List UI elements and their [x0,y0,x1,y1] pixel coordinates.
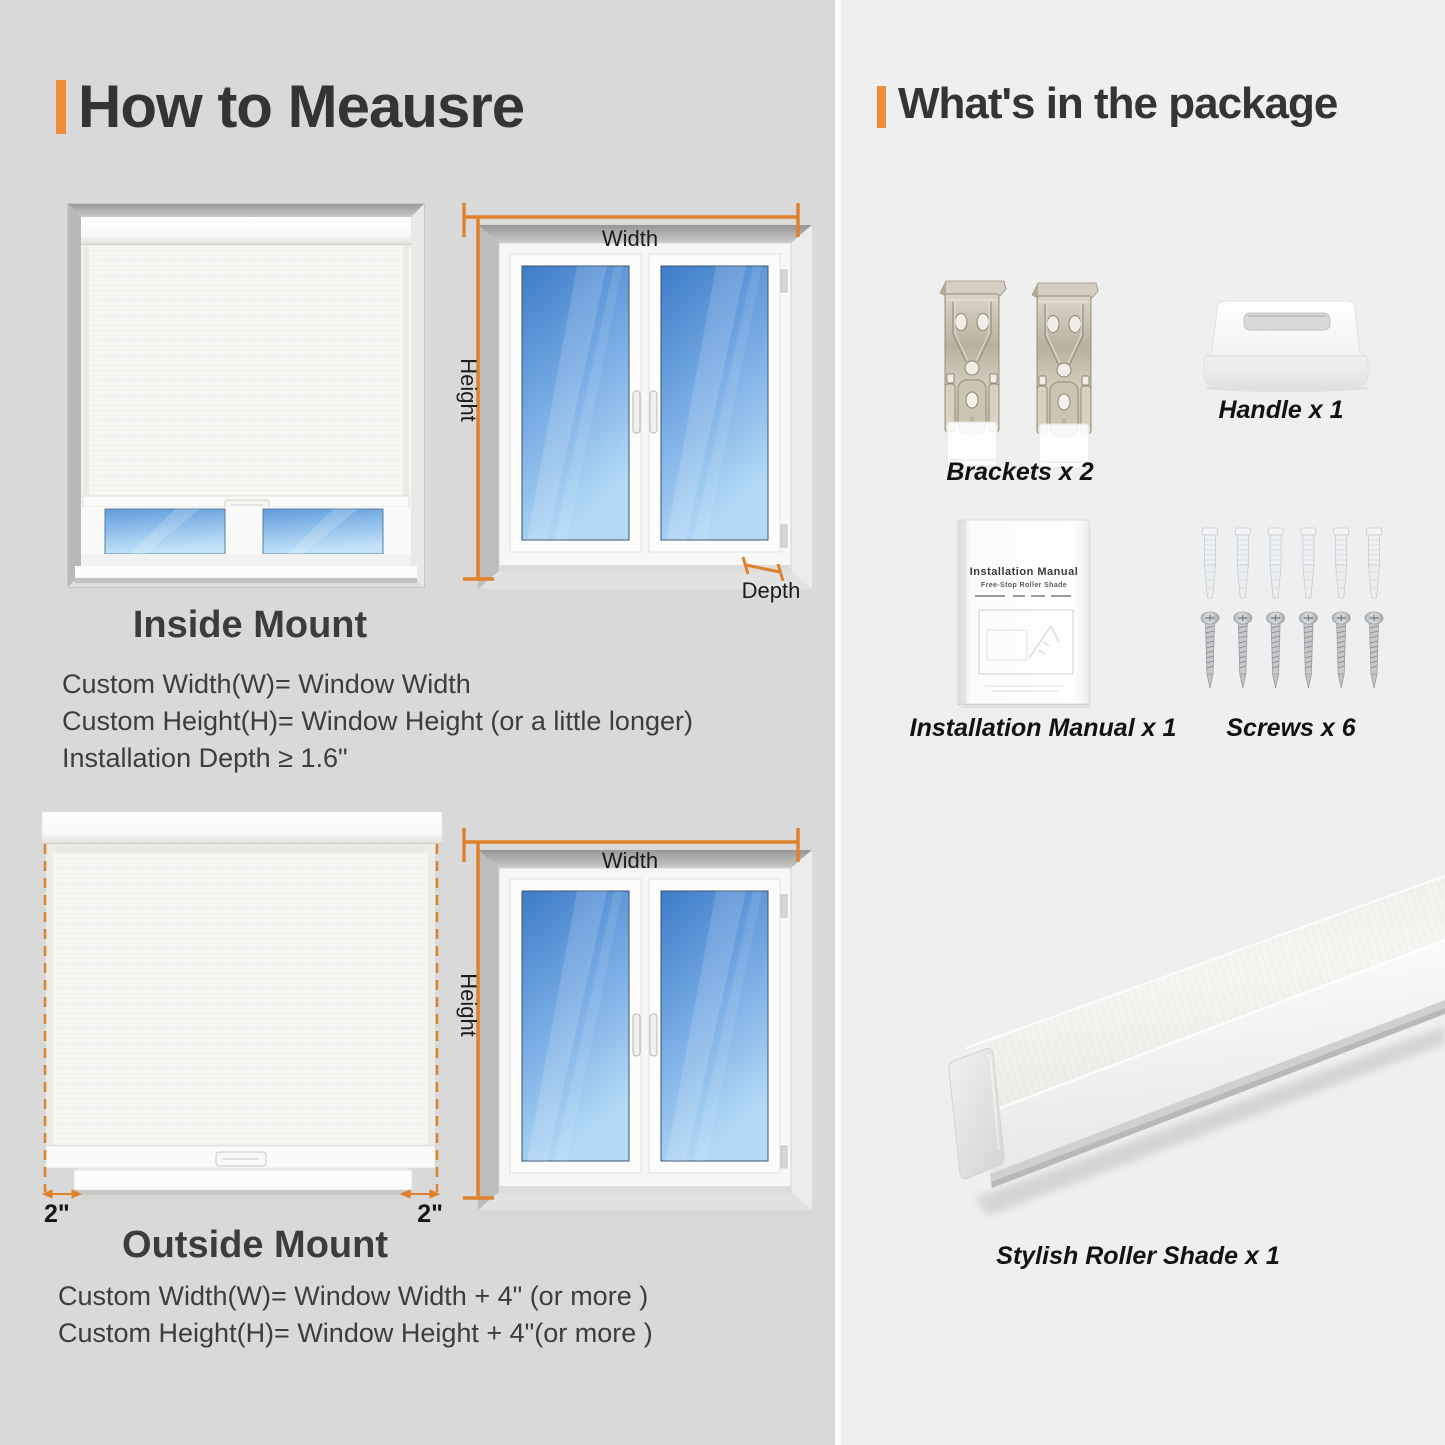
window-frame [499,868,791,1192]
manual-cover-subtitle: Free-Stop Roller Shade [980,582,1068,589]
manual-booklet-icon [958,520,1091,708]
left-heading-title: How to Meausre [78,73,525,140]
roller-shade-covering [42,812,442,1168]
spec-line: Custom Height(H)= Window Height (or a little longer) [62,706,693,736]
outside-height-label: Height [456,973,481,1037]
outside-mount-specs [58,1278,653,1352]
right-heading-title: What's in the package [898,79,1338,128]
cassette-icon [949,876,1445,1216]
inside-mount-specs [62,666,693,777]
gap-right-label: 2" [417,1200,443,1228]
gap-left-label: 2" [44,1200,70,1228]
outside-mount-figure [40,806,444,1246]
left-heading [56,73,525,140]
measure-window-outside [450,820,840,1220]
brackets-label: Brackets x 2 [946,458,1094,486]
screws-image [1200,526,1384,692]
spec-line: Custom Width(W)= Window Width + 4" (or more ) [58,1281,649,1311]
spec-line: Custom Width(W)= Window Width [62,669,471,699]
manual-cover-title: Installation Manual [969,566,1079,578]
window-bottom-visible [75,507,417,583]
inside-height-label: Height [456,358,481,422]
window-frame [499,243,791,571]
outside-mount-illustration [40,806,444,1200]
roller-shade-cassette-image [900,848,1445,1223]
manual-image [955,518,1093,710]
bracket-icon [940,281,1006,466]
spec-line: Installation Depth ≥ 1.6" [62,743,348,773]
handle-image [1202,298,1374,394]
outside-width-label: Width [601,848,659,873]
screws-label: Screws x 6 [1226,714,1356,742]
accent-bar-icon [877,86,886,128]
bracket-icon [1032,283,1098,468]
handle-icon [1204,301,1369,392]
shade-label: Stylish Roller Shade x 1 [996,1242,1280,1270]
inside-mount-illustration [67,203,425,588]
measure-window-inside [450,195,840,615]
roller-shade-down [81,217,411,511]
inside-mount-label: Inside Mount [132,604,368,646]
brackets-image [938,276,1108,474]
spec-line: Custom Height(H)= Window Height + 4"(or more ) [58,1318,653,1348]
inside-depth-label: Depth [741,578,801,603]
accent-bar-icon [56,80,66,134]
manual-label: Installation Manual x 1 [909,714,1177,742]
handle-label: Handle x 1 [1218,396,1344,424]
inside-width-label: Width [601,226,659,251]
outside-mount-label: Outside Mount [122,1224,388,1266]
wall-anchors-icon [1203,528,1382,598]
screws-icon [1201,612,1383,688]
right-heading [877,79,1338,128]
